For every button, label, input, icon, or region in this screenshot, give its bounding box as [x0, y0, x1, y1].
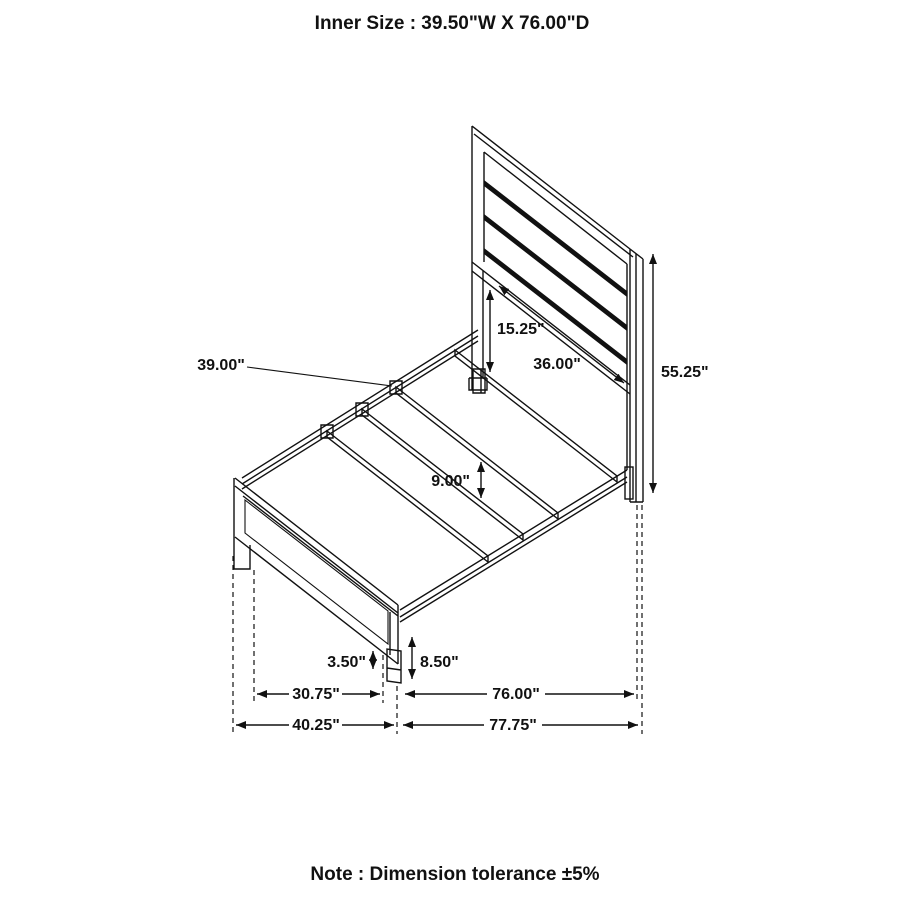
right-side-rail	[400, 470, 627, 622]
dim-label-slat-spacing: 9.00"	[431, 473, 470, 490]
dim-label-slat-length: 39.00"	[197, 357, 245, 374]
dim-label-rail-clearance: 8.50"	[420, 654, 459, 671]
dim-label-foot-height: 3.50"	[327, 654, 366, 671]
dim-label-headboard-inner-width: 36.00"	[533, 356, 581, 373]
headboard	[469, 126, 643, 502]
dim-label-bed-length-outer: 77.75"	[489, 717, 537, 734]
dim-label-footboard-span-outer: 40.25"	[292, 717, 340, 734]
tolerance-note: Note : Dimension tolerance ±5%	[310, 864, 600, 885]
left-side-rail	[242, 330, 478, 489]
dimension-annotations	[197, 254, 708, 734]
footboard-right-foot	[387, 649, 401, 683]
headboard-frame	[472, 126, 643, 502]
footboard-frame	[234, 478, 398, 664]
footboard	[234, 478, 401, 683]
footboard-inner-panel	[245, 500, 388, 644]
dim-label-headboard-panel-gap: 15.25"	[497, 321, 545, 338]
leader-line-slat-length	[247, 367, 392, 386]
headboard-bottom-rail	[472, 262, 630, 394]
footboard-left-foot	[234, 545, 250, 569]
dim-label-headboard-height: 55.25"	[661, 364, 709, 381]
dim-label-bed-length-inner: 76.00"	[492, 686, 540, 703]
diagram-title: Inner Size : 39.50"W X 76.00"D	[314, 13, 590, 34]
dim-label-footboard-span-inner: 30.75"	[292, 686, 340, 703]
